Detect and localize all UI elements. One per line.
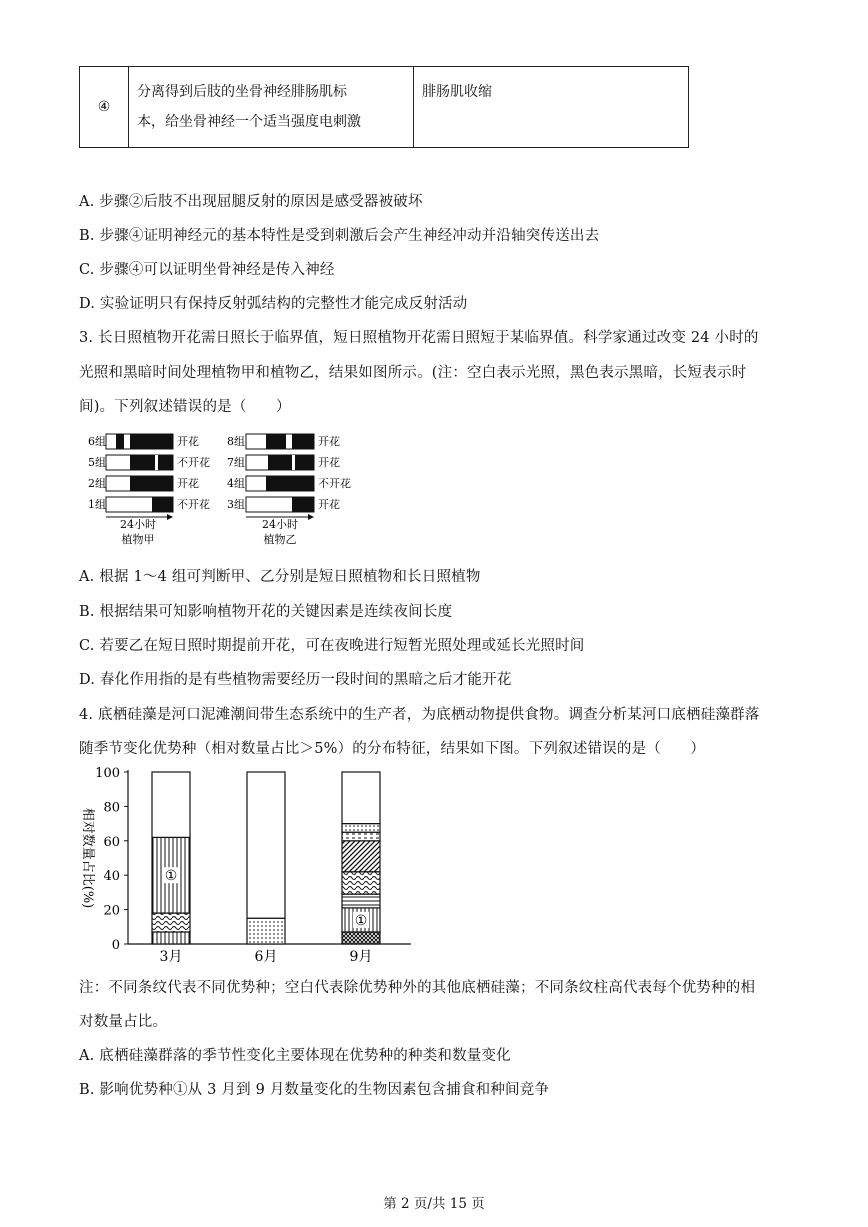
step-description [129, 67, 414, 148]
y-tick-label: 60 [103, 834, 120, 850]
step-number: ④ [80, 67, 129, 148]
q3-option-b: B. 根据结果可知影响植物开花的关键因素是连续夜间长度 [79, 604, 453, 620]
q3-stem-line-1: 3. 长日照植物开花需日照长于临界值，短日照植物开花需日照短于某临界值。科学家通过改变 24 小时的 [79, 330, 759, 346]
dark-period [152, 497, 173, 512]
dark-period [292, 497, 314, 512]
group-label: 3组 [227, 498, 245, 511]
q3-option-d: D. 春化作用指的是有些植物需要经历一段时间的黑暗之后才能开花 [79, 672, 512, 688]
arrow-head-icon [308, 514, 314, 520]
bar-segment [247, 772, 285, 918]
result-label: 开花 [177, 435, 199, 448]
q4-stem-line-2: 随季节变化优势种（相对数量占比＞5%）的分布特征，结果如下图。下列叙述错误的是（ ） [79, 741, 706, 757]
result-label: 开花 [318, 435, 340, 448]
dark-period [266, 434, 286, 449]
result-label: 不开花 [177, 498, 210, 511]
y-axis-label: 相对数量占比(%) [80, 807, 95, 909]
q4-option-a: A. 底栖硅藻群落的季节性变化主要体现在优势种的种类和数量变化 [79, 1048, 511, 1064]
step-result: 腓肠肌收缩 [414, 67, 689, 148]
dark-period [266, 476, 314, 491]
axis-label: 24小时 [120, 518, 156, 531]
result-label: 不开花 [318, 477, 351, 490]
y-tick-label: 40 [103, 869, 120, 885]
step-line-2: 本，给坐骨神经一个适当强度电刺激 [137, 114, 361, 130]
q4-note-line-2: 对数量占比。 [79, 1014, 168, 1030]
q3-option-a: A. 根据 1～4 组可判断甲、乙分别是短日照植物和长日照植物 [79, 569, 481, 585]
result-label: 不开花 [177, 456, 210, 469]
y-tick-label: 100 [95, 766, 120, 781]
photoperiod-figure [80, 428, 380, 553]
page-footer: 第 2 页/共 15 页 [383, 1196, 485, 1212]
x-tick-label: 6月 [254, 949, 278, 965]
q4-note-line-1: 注：不同条纹代表不同优势种；空白代表除优势种外的其他底栖硅藻；不同条纹柱高代表每个优势种的相 [79, 980, 756, 996]
plant-a-diagram [88, 434, 210, 546]
q3-option-c: C. 若要乙在短日照时期提前开花，可在夜晚进行短暂光照处理或延长光照时间 [79, 638, 585, 654]
arrow-head-icon [167, 514, 173, 520]
step-line-1: 分离得到后肢的坐骨神经腓肠肌标 [137, 84, 347, 100]
light-flash [292, 455, 295, 470]
q2-option-c: C. 步骤④可以证明坐骨神经是传入神经 [79, 262, 335, 278]
group-label: 6组 [88, 435, 106, 448]
q3-stem-line-2: 光照和黑暗时间处理植物甲和植物乙，结果如图所示。(注：空白表示光照，黑色表示黑暗，长短表示时 [79, 365, 747, 381]
plant-name: 植物甲 [121, 533, 155, 546]
result-label: 开花 [318, 456, 340, 469]
axis-label: 24小时 [262, 518, 298, 531]
q4-stem-line-1: 4. 底栖硅藻是河口泥滩潮间带生态系统中的生产者，为底栖动物提供食物。调查分析某河口底栖硅藻群落 [79, 707, 760, 723]
bar-segment [152, 772, 190, 837]
bar-segment [247, 918, 285, 944]
segment-label: ① [164, 868, 178, 885]
experiment-table [79, 66, 689, 148]
group-label: 2组 [88, 477, 106, 490]
table-row [80, 67, 689, 148]
dark-period [130, 455, 173, 470]
dark-period [268, 455, 314, 470]
x-tick-label: 3月 [159, 949, 183, 965]
group-label: 1组 [88, 498, 106, 511]
y-tick-label: 20 [103, 903, 120, 919]
y-tick-label: 80 [103, 800, 120, 816]
dark-period [116, 434, 124, 449]
q2-option-b: B. 步骤④证明神经元的基本特性是受到刺激后会产生神经冲动并沿轴突传送出去 [79, 228, 600, 244]
group-label: 8组 [227, 435, 245, 448]
dark-period [292, 434, 314, 449]
q2-option-a: A. 步骤②后肢不出现屈腿反射的原因是感受器被破坏 [79, 194, 423, 210]
dark-period [130, 476, 173, 491]
group-label: 7组 [227, 456, 245, 469]
plant-b-diagram [227, 434, 351, 546]
y-tick-label: 0 [111, 938, 120, 953]
q3-stem-line-3: 间)。下列叙述错误的是（ ） [79, 399, 291, 415]
q2-option-d: D. 实验证明只有保持反射弧结构的完整性才能完成反射活动 [79, 296, 468, 312]
bar-segment [342, 932, 380, 944]
bar-segment [342, 894, 380, 908]
result-label: 开花 [177, 477, 199, 490]
chart-bars [152, 772, 380, 965]
plant-name: 植物乙 [263, 533, 297, 546]
bar-segment [342, 824, 380, 833]
bar-segment [342, 832, 380, 841]
result-label: 开花 [318, 498, 340, 511]
q4-option-b: B. 影响优势种①从 3 月到 9 月数量变化的生物因素包含捕食和种间竞争 [79, 1082, 550, 1098]
bar-segment [342, 872, 380, 894]
bar-segment [152, 932, 190, 944]
dark-period [130, 434, 173, 449]
light-flash [155, 455, 158, 470]
diatom-chart [76, 760, 421, 970]
group-label: 5组 [88, 456, 106, 469]
group-label: 4组 [227, 477, 245, 490]
bar-segment [342, 841, 380, 872]
x-tick-label: 9月 [349, 949, 373, 965]
segment-label: ① [354, 912, 368, 929]
bar-segment [152, 913, 190, 932]
bar-segment [342, 772, 380, 824]
